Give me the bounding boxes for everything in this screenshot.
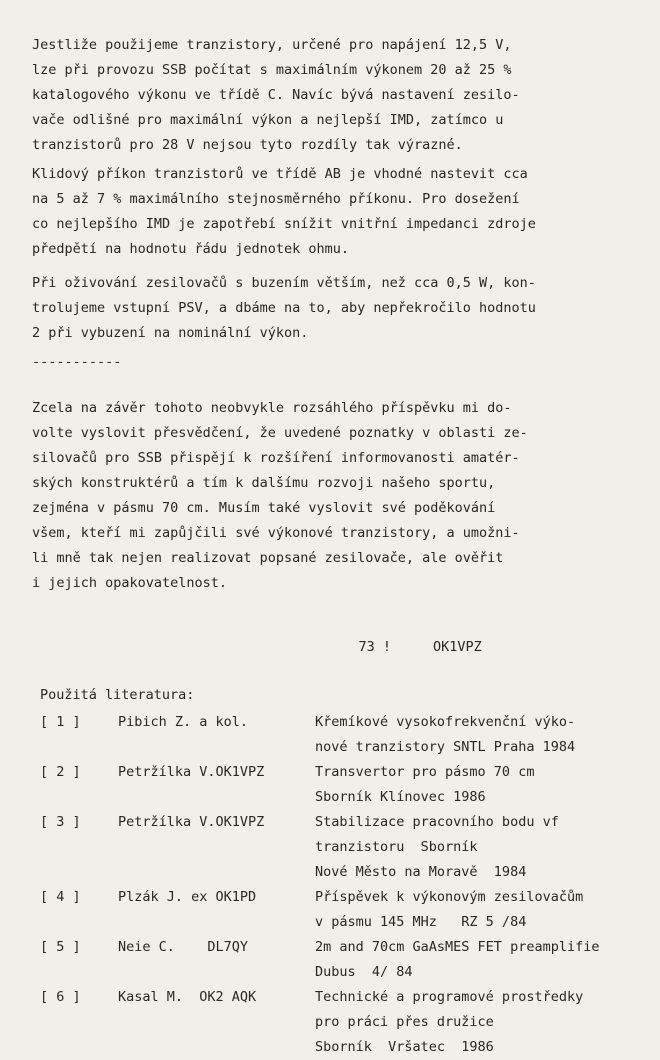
- reference-number: [ 3 ]: [40, 814, 81, 830]
- paragraph-2: [32, 162, 652, 262]
- text-line: pro práci přes družice: [315, 1014, 494, 1030]
- paragraph-4: [32, 396, 652, 596]
- text-line: Stabilizace pracovního bodu vf: [315, 814, 559, 830]
- reference-item: [0, 710, 660, 760]
- text-line: Transvertor pro pásmo 70 cm: [315, 764, 535, 780]
- signature: [326, 610, 482, 685]
- text-line: v pásmu 145 MHz RZ 5 /84: [315, 914, 527, 930]
- text-line: li mně tak nejen realizovat popsané zesilovače, ale ověřit: [32, 550, 504, 566]
- text-line: volte vyslovit přesvědčení, že uvedené poznatky v oblasti ze-: [32, 425, 528, 441]
- reference-title: [315, 985, 660, 1060]
- text-line: tranzistorů pro 28 V nejsou tyto rozdíly tak výrazné.: [32, 137, 463, 153]
- text-line: vače odlišné pro maximální výkon a nejlepší IMD, zatímco u: [32, 112, 504, 128]
- text-line: Klidový příkon tranzistorů ve třídě AB je vhodné nastevit cca: [32, 166, 528, 182]
- reference-author: Kasal M. OK2 AQK: [118, 989, 257, 1005]
- text-line: i jejich opakovatelnost.: [32, 575, 228, 591]
- text-line: na 5 až 7 % maximálního stejnosměrného příkonu. Pro dosežení: [32, 191, 520, 207]
- text-line: Dubus 4/ 84: [315, 964, 413, 980]
- text-line: Při oživování zesilovačů s buzením větším, než cca 0,5 W, kon-: [32, 275, 536, 291]
- text-line: silovačů pro SSB přispějí k rozšíření informovanosti amatér-: [32, 450, 520, 466]
- reference-item: [0, 810, 660, 885]
- text-line: 2m and 70cm GaAsMES FET preamplifie: [315, 939, 600, 955]
- text-line: Sborník Vršatec 1986: [315, 1039, 494, 1055]
- text-line: Nové Město na Moravě 1984: [315, 864, 527, 880]
- reference-author: Petržílka V.OK1VPZ: [118, 764, 265, 780]
- reference-title: [315, 760, 660, 810]
- text-line: Sborník Klínovec 1986: [315, 789, 486, 805]
- signature-callsign: OK1VPZ: [433, 639, 482, 655]
- text-line: Technické a programové prostředky: [315, 989, 584, 1005]
- reference-title: [315, 810, 660, 885]
- text-line: Zcela na závěr tohoto neobvykle rozsáhlého příspěvku mi do-: [32, 400, 512, 416]
- reference-number: [ 6 ]: [40, 989, 81, 1005]
- reference-item: [0, 885, 660, 935]
- paragraph-3: [32, 271, 652, 346]
- reference-item: [0, 985, 660, 1060]
- text-line: nové tranzistory SNTL Praha 1984: [315, 739, 576, 755]
- reference-item: [0, 935, 660, 985]
- paragraph-1: [32, 33, 652, 158]
- reference-title: [315, 885, 660, 935]
- text-line: co nejlepšího IMD je zapotřebí snížit vnitřní impedanci zdroje: [32, 216, 536, 232]
- reference-number: [ 5 ]: [40, 939, 81, 955]
- text-line: všem, kteří mi zapůjčili své výkonové tranzistory, a umožni-: [32, 525, 520, 541]
- text-line: 2 při vybuzení na nominální výkon.: [32, 325, 309, 341]
- reference-number: [ 2 ]: [40, 764, 81, 780]
- reference-number: [ 4 ]: [40, 889, 81, 905]
- reference-title: [315, 710, 660, 760]
- reference-author: Pibich Z. a kol.: [118, 714, 249, 730]
- reference-title: [315, 935, 660, 985]
- text-line: tranzistoru Sborník: [315, 839, 478, 855]
- references-list: [0, 710, 660, 1060]
- text-line: ských konstruktérů a tím k dalšímu rozvoji našeho sportu,: [32, 475, 496, 491]
- section-separator: -----------: [32, 354, 122, 370]
- reference-item: [0, 760, 660, 810]
- reference-author: Neie C. DL7QY: [118, 939, 249, 955]
- references-heading: Použitá literatura:: [40, 687, 195, 703]
- text-line: lze při provozu SSB počítat s maximálním výkonem 20 až 25 %: [32, 62, 512, 78]
- reference-number: [ 1 ]: [40, 714, 81, 730]
- signature-greeting: 73 !: [358, 639, 392, 655]
- reference-author: Petržílka V.OK1VPZ: [118, 814, 265, 830]
- text-line: Jestliže použijeme tranzistory, určené pro napájení 12,5 V,: [32, 37, 512, 53]
- text-line: Příspěvek k výkonovým zesilovačům: [315, 889, 584, 905]
- text-line: zejména v pásmu 70 cm. Musím také vyslovit své poděkování: [32, 500, 496, 516]
- text-line: předpětí na hodnotu řádu jednotek ohmu.: [32, 241, 349, 257]
- text-line: Křemíkové vysokofrekvenční výko-: [315, 714, 576, 730]
- reference-author: Plzák J. ex OK1PD: [118, 889, 257, 905]
- text-line: trolujeme vstupní PSV, a dbáme na to, aby nepřekročilo hodnotu: [32, 300, 536, 316]
- text-line: katalogového výkonu ve třídě C. Navíc bývá nastavení zesilo-: [32, 87, 520, 103]
